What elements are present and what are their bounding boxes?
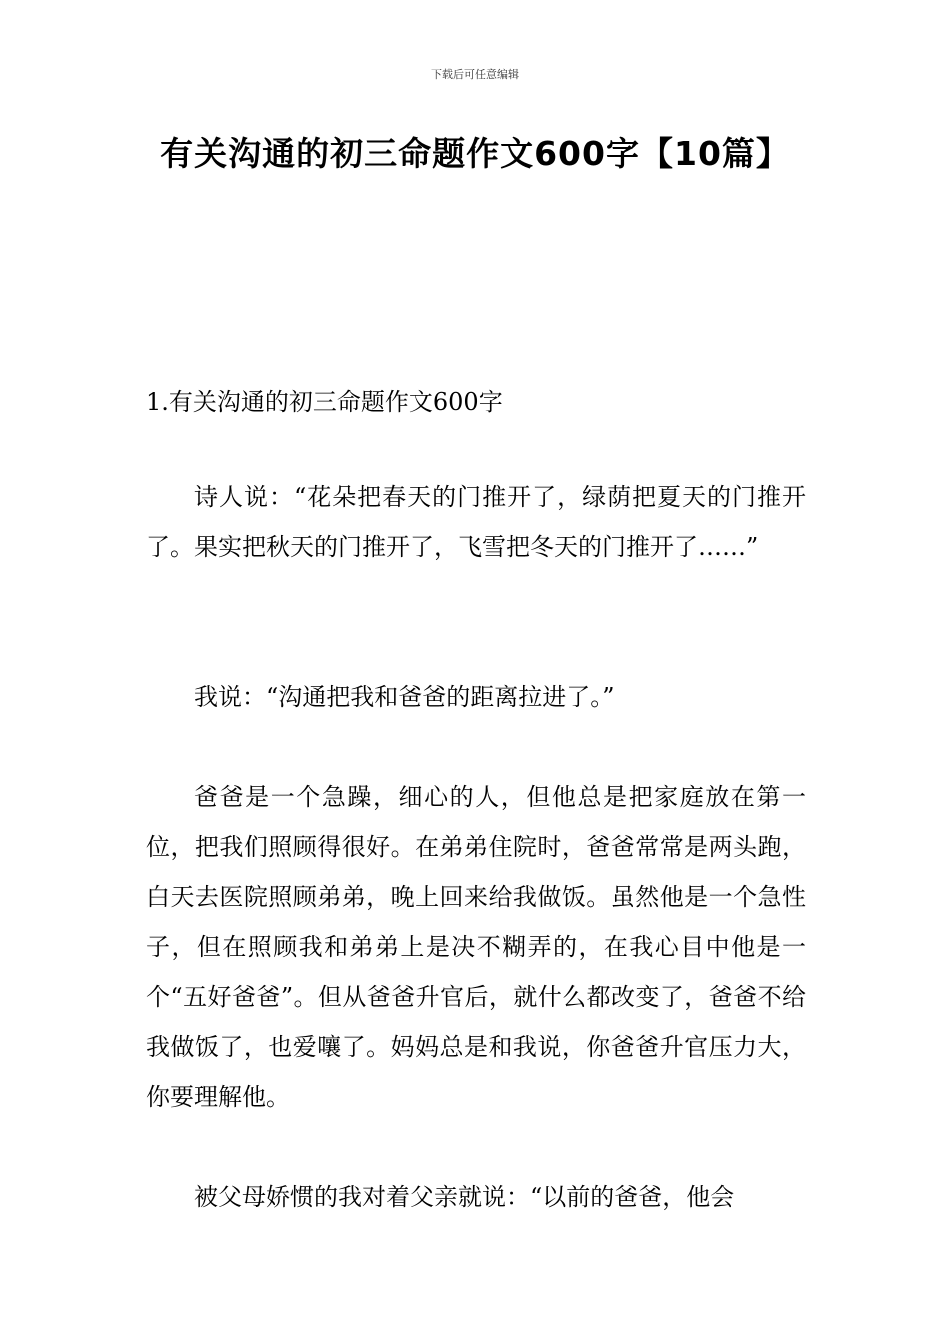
header-note: 下载后可任意编辑 xyxy=(431,68,519,81)
document-title: 有关沟通的初三命题作文600字【10篇】 xyxy=(160,134,790,173)
paragraph: 诗人说：“花朵把春天的门推开了，绿荫把夏天的门推开了。果实把秋天的门推开了，飞雪把冬天的门推开了……” xyxy=(146,483,806,561)
paragraph: 爸爸是一个急躁，细心的人，但他总是把家庭放在第一位，把我们照顾得很好。在弟弟住院时，爸爸常常是两头跑，白天去医院照顾弟弟，晚上回来给我做饭。虽然他是一个急性子，但在照顾我和弟弟上是决不糊弄的，在我心目中他是一个“五好爸爸”。但从爸爸升官后，就什么都改变了，爸爸不给我做饭了，也爱嚷了。妈妈总是和我说，你爸爸升官压力大，你要理解他。 xyxy=(146,783,806,1111)
paragraph: 我说：“沟通把我和爸爸的距离拉进了。” xyxy=(194,683,615,711)
section-heading: 1.有关沟通的初三命题作文600字 xyxy=(146,388,503,416)
paragraph: 被父母娇惯的我对着父亲就说：“以前的爸爸，他会 xyxy=(194,1183,735,1211)
